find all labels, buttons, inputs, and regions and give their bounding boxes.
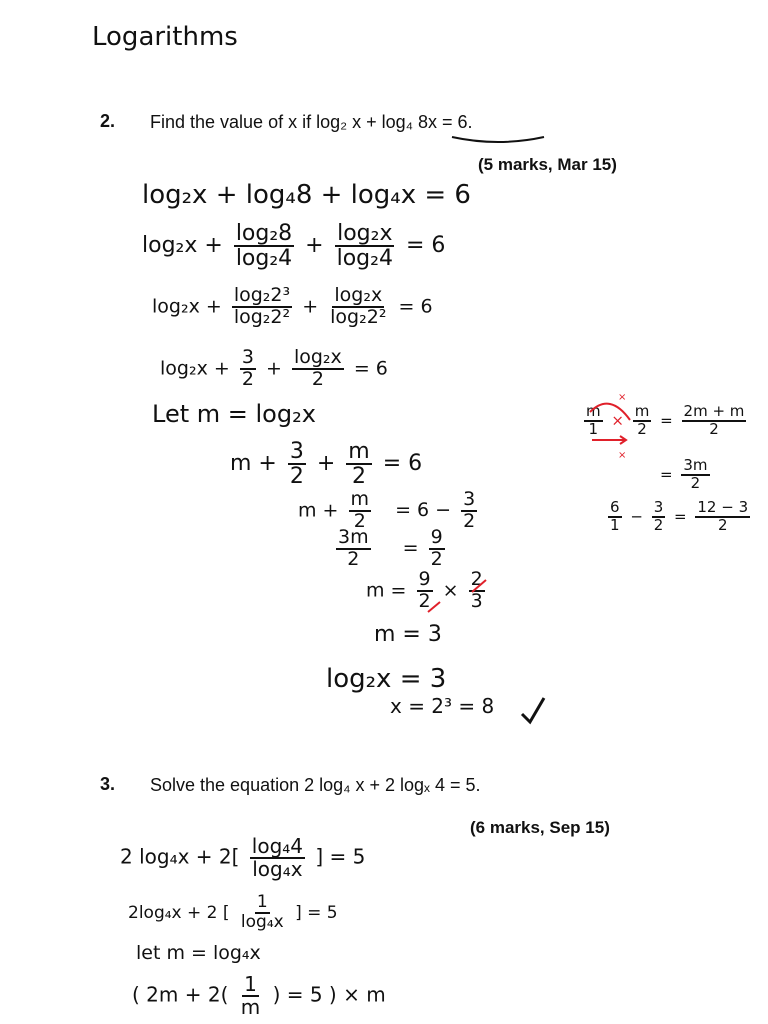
step-line-10: m = 3: [374, 622, 442, 647]
fraction: $\frac{\text{log₂x}}{\text{log₂2²}}$: [330, 284, 387, 328]
q3-step-line-3: let m = log₄x: [136, 942, 261, 964]
step-line-4: log₂x + $\frac{3}{2}$ + $\frac{\text{log₂x}}{2}$ = 6: [160, 346, 388, 390]
fraction: $\frac{3}{2}$: [653, 498, 664, 534]
svg-text:×: ×: [618, 450, 627, 461]
question-2-number: 2.: [100, 111, 116, 131]
question-3-number: 3.: [100, 774, 116, 794]
fraction: $\frac{\text{log₂x}}{\text{log₂4}}$: [336, 221, 393, 272]
step-line-6: m + $\frac{3}{2}$ + $\frac{m}{2}$ = 6: [230, 439, 423, 490]
step-line-9: m = $\frac{9}{2}$ × $\frac{2}{3}$: [366, 568, 483, 612]
step-line-1: log₂x + log₄8 + log₄x = 6: [142, 180, 471, 210]
fraction: $\frac{m}{2}$: [348, 439, 370, 490]
fraction: $\frac{\text{log₂8}}{\text{log₂4}}$: [235, 221, 293, 272]
side-working-line-2: = $\frac{3m}{2}$: [660, 456, 708, 492]
question-2-prompt: Find the value of x if log₂ x + log₄ 8x = 6.: [150, 112, 473, 132]
fraction: $\frac{m}{2}$: [634, 402, 650, 438]
step-line-8: $\frac{3m}{2}$ = $\frac{9}{2}$: [338, 526, 443, 570]
fraction: $\frac{6}{1}$: [610, 498, 620, 534]
fraction: $\frac{m}{1}$: [586, 402, 601, 438]
fraction: $\frac{12 - 3}{2}$: [697, 498, 749, 534]
fraction: $\frac{3}{2}$: [289, 439, 304, 490]
fraction: $\frac{\text{log₄4}}{\text{log₄x}}$: [251, 834, 304, 881]
q3-step-line-2: 2log₄x + 2 [ $\frac{1}{\text{log₄x}}$ ] = 5: [128, 892, 338, 932]
fraction: $\frac{3}{2}$: [241, 346, 254, 390]
fraction: $\frac{\text{log₂x}}{2}$: [293, 346, 342, 390]
fraction: $\frac{3m}{2}$: [338, 526, 369, 570]
fraction: $\frac{1}{m}$: [240, 972, 261, 1019]
step-line-11: log₂x = 3: [326, 664, 447, 694]
side-working-line-1: $\frac{m}{1}$ × $\frac{m}{2}$ = $\frac{2m + m}{2}$: [586, 402, 745, 438]
fraction: $\frac{9}{2}$: [430, 526, 443, 570]
fraction: $\frac{2m + m}{2}$: [683, 402, 745, 438]
fraction: $\frac{\text{log₂2³}}{\text{log₂2²}}$: [233, 284, 291, 328]
side-working-line-3: $\frac{6}{1}$ − $\frac{3}{2}$ = $\frac{12 - 3}{2}$: [610, 498, 749, 534]
step-line-12: x = 2³ = 8: [390, 694, 495, 718]
page-title: Logarithms: [92, 22, 238, 52]
q3-step-line-4: ( 2m + 2( $\frac{1}{m}$ ) = 5 ) × m: [132, 972, 386, 1019]
svg-text:×: ×: [618, 392, 627, 403]
step-line-3: log₂x + $\frac{\text{log₂2³}}{\text{log₂2²}}$ + $\frac{\text{log₂x}}{\text{log₂2²}}$ = 6: [152, 284, 433, 328]
fraction: $\frac{1}{\text{log₄x}}$: [240, 892, 284, 932]
fraction: $\frac{m}{2}$: [350, 488, 370, 532]
question-3-marks: (6 marks, Sep 15): [470, 818, 610, 837]
step-line-5: Let m = log₂x: [152, 400, 316, 428]
fraction: $\frac{3m}{2}$: [683, 456, 708, 492]
fraction: $\frac{3}{2}$: [463, 488, 476, 532]
cancel-strike-marks: [420, 574, 490, 620]
question-3-prompt: Solve the equation 2 log₄ x + 2 logₓ 4 = 5.: [150, 775, 481, 795]
fraction: $\frac{2}{3}$: [470, 568, 483, 612]
step-line-7: m + $\frac{m}{2}$ = 6 − $\frac{3}{2}$: [298, 488, 476, 532]
step-line-2: log₂x + $\frac{\text{log₂8}}{\text{log₂4}}$ + $\frac{\text{log₂x}}{\text{log₂4}}$ = 6: [142, 221, 446, 272]
checkmark-icon: [518, 694, 548, 728]
fraction: $\frac{9}{2}$: [418, 568, 431, 612]
cross-multiply-arrows: [580, 392, 650, 462]
question-2-marks: (5 marks, Mar 15): [478, 155, 617, 174]
q3-step-line-1: 2 log₄x + 2[ $\frac{\text{log₄4}}{\text{log₄x}}$ ] = 5: [120, 834, 366, 881]
underline-mark: [448, 133, 548, 149]
